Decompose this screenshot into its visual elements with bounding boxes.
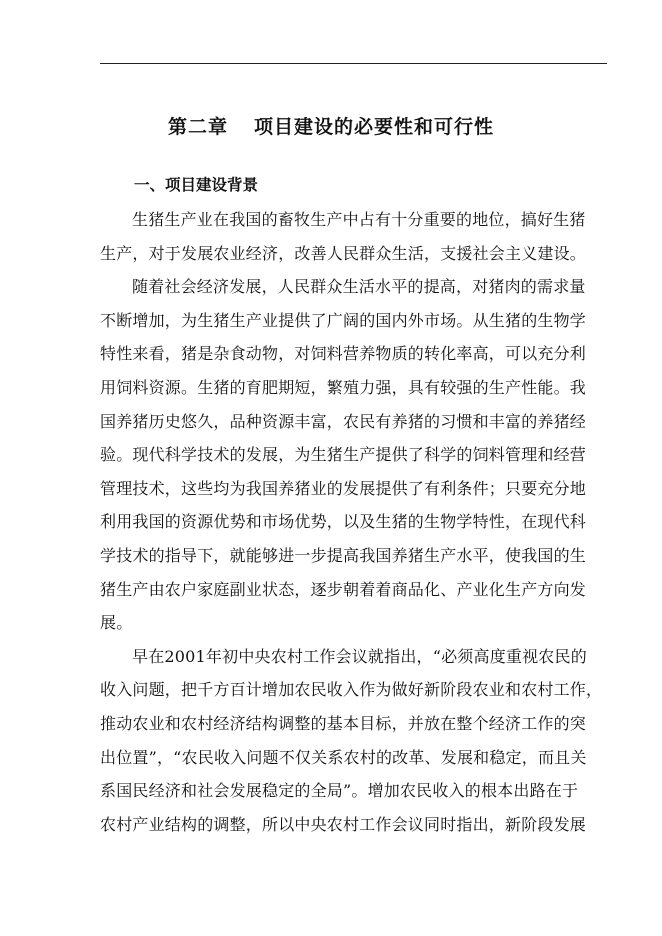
text-line: 学技术的指导下，就能够进一步提高我国养猪生产水平，使我国的生	[100, 545, 587, 565]
text-line: 用饲料资源。生猪的育肥期短，繁殖力强，具有较强的生产性能。我	[100, 377, 587, 397]
text-line: 不断增加，为生猪生产业提供了广阔的国内外市场。从生猪的生物学	[100, 310, 587, 330]
text-line: 系国民经济和社会发展稳定的全局”。增加农民收入的根本出路在于	[100, 781, 579, 801]
text-line: 农村产业结构的调整，所以中央农村工作会议同时指出，新阶段发展	[100, 814, 587, 834]
text-line: 国养猪历史悠久，品种资源丰富，农民有养猪的习惯和丰富的养猪经	[100, 411, 587, 431]
text-line: 生猪生产业在我国的畜牧生产中占有十分重要的地位，搞好生猪	[132, 210, 586, 229]
text-line: 利用我国的资源优势和市场优势，以及生猪的生物学特性，在现代科	[100, 512, 587, 532]
header-rule	[100, 63, 607, 64]
text-line: 推动农业和农村经济结构调整的基本目标，并放在整个经济工作的突	[100, 713, 587, 733]
text-line: 特性来看，猪是杂食动物，对饲料营养物质的转化率高，可以充分利	[100, 344, 587, 364]
text-line: 管理技术，这些均为我国养猪业的发展提供了有利条件；只要充分地	[100, 478, 587, 498]
section-heading: 一、项目建设背景	[134, 175, 259, 194]
chapter-title-text: 项目建设的必要性和可行性	[254, 116, 495, 138]
text-line: 展。	[100, 613, 133, 633]
body-text	[100, 203, 610, 841]
text-line: 随着社会经济发展，人民群众生活水平的提高，对猪肉的需求量	[132, 277, 586, 297]
text-line: 猪生产由农户家庭副业状态，逐步朝着着商品化、产业化生产方向发	[100, 579, 587, 599]
text-line: 出位置”，“农民收入问题不仅关系农村的改革、发展和稳定，而且关	[100, 747, 587, 767]
text-line: 早在2001年初中央农村工作会议就指出，“必须高度重视农民的	[132, 646, 587, 666]
text-line: 验。现代科学技术的发展，为生猪生产提供了科学的饲料管理和经营	[100, 445, 587, 465]
chapter-title	[0, 113, 662, 141]
chapter-number: 第二章	[167, 116, 228, 138]
text-line: 收入问题，把千方百计增加农民收入作为做好新阶段农业和农村工作，	[100, 680, 603, 700]
text-line: 生产，对于发展农业经济，改善人民群众生活，支援社会主义建设。	[100, 243, 587, 263]
